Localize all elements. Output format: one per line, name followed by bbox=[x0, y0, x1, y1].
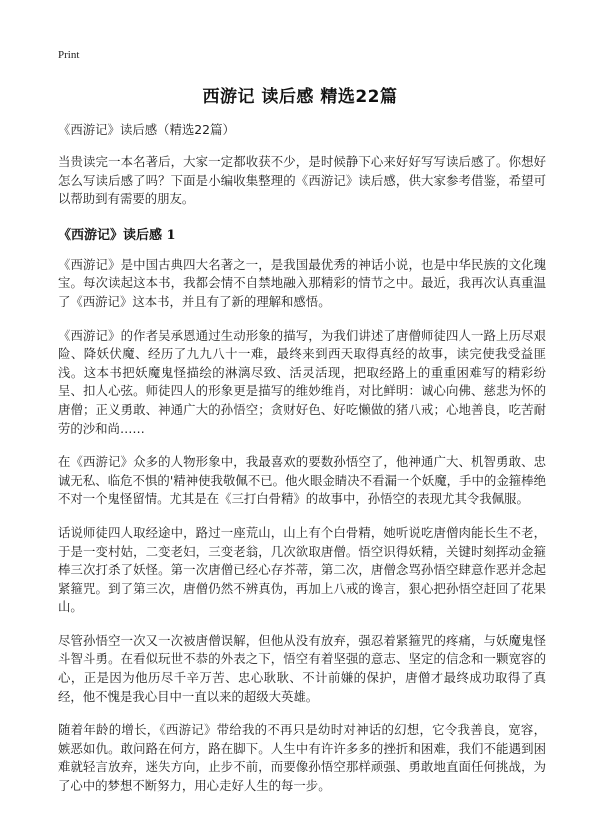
print-link[interactable]: Print bbox=[58, 49, 80, 61]
section-heading: 《西游记》读后感 1 bbox=[58, 227, 176, 243]
article-body bbox=[58, 121, 546, 811]
intro-paragraph: 当贵读完一本名著后，大家一定都收获不少，是时候静下心来好好写写读后感了。你想好怎么写读后感了吗？下面是小编收集整理的《西游记》读后感，供大家参考借鉴，希望可以帮助到有需要的朋友。 bbox=[58, 154, 546, 207]
body-paragraph: 《西游记》的作者吴承恩通过生动形象的描写，为我们讲述了唐僧师徒四人一路上历尽艰险、降妖伏魔、经历了九九八十一难，最终来到西天取得真经的故事，读完使我受益匪浅。这本书把妖魔鬼怪描绘的淋漓尽致、活灵活现，把取经路上的重重困难写的精彩纷呈、扣人心弦。师徒四人的形象更是描写的维妙维肖，对比鲜明：诚心向佛、慈悲为怀的唐僧；正义勇敢、神通广大的孙悟空；贪财好色、好吃懒做的猪八戒；心地善良，吃苦耐劳的沙和尚…… bbox=[58, 327, 546, 436]
body-paragraph: 随着年龄的增长，《西游记》带给我的不再只是幼时对神话的幻想，它令我善良，宽容，嫉恶如仇。敢问路在何方，路在脚下。人生中有许许多多的挫折和困难，我们不能遇到困难就轻言放弃，迷失方向，止步不前，而要像孙悟空那样顽强、勇敢地直面任何挑战，为了心中的梦想不断努力，用心走好人生的每一步。 bbox=[58, 722, 546, 794]
article-subtitle: 《西游记》读后感（精选22篇） bbox=[58, 122, 235, 137]
page-title: 西游记 读后感 精选22篇 bbox=[202, 87, 398, 107]
body-paragraph: 《西游记》是中国古典四大名著之一，是我国最优秀的神话小说，也是中华民族的文化瑰宝。每次读起这本书，我都会情不自禁地融入那精彩的情节之中。最近，我再次认真重温了《西游记》这本书，并且有了新的理解和感悟。 bbox=[58, 256, 546, 309]
body-paragraph: 话说师徒四人取经途中，路过一座荒山，山上有个白骨精，她听说吃唐僧肉能长生不老，于是一变村姑，二变老妇，三变老翁，几次欲取唐僧。悟空识得妖精，关键时刻挥动金箍棒三次打杀了妖怪。第一次唐僧已经心存芥蒂，第二次，唐僧念骂孙悟空肆意作恶并念起紧箍咒。到了第三次，唐僧仍然不辨真伪，再加上八戒的谗言，狠心把孙悟空赶回了花果山。 bbox=[58, 524, 546, 615]
body-paragraph: 在《西游记》众多的人物形象中，我最喜欢的要数孙悟空了，他神通广大、机智勇敢、忠诚无私、临危不惧的'精神使我敬佩不已。他火眼金睛决不看漏一个妖魔，手中的金箍棒绝不对一个鬼怪留情。尤其是在《三打白骨精》的故事中，孙悟空的表现尤其令我佩服。 bbox=[58, 454, 546, 507]
body-paragraph: 尽管孙悟空一次又一次被唐僧误解，但他从没有放弃，强忍着紧箍咒的疼痛，与妖魔鬼怪斗智斗勇。在看似玩世不恭的外表之下，悟空有着坚强的意志、坚定的信念和一颗宽容的心，正是因为他历尽千辛万苦、忠心耿耿、不计前嫌的保护，唐僧才最终成功取得了真经，他不愧是我心目中一直以来的超级大英雄。 bbox=[58, 632, 546, 704]
